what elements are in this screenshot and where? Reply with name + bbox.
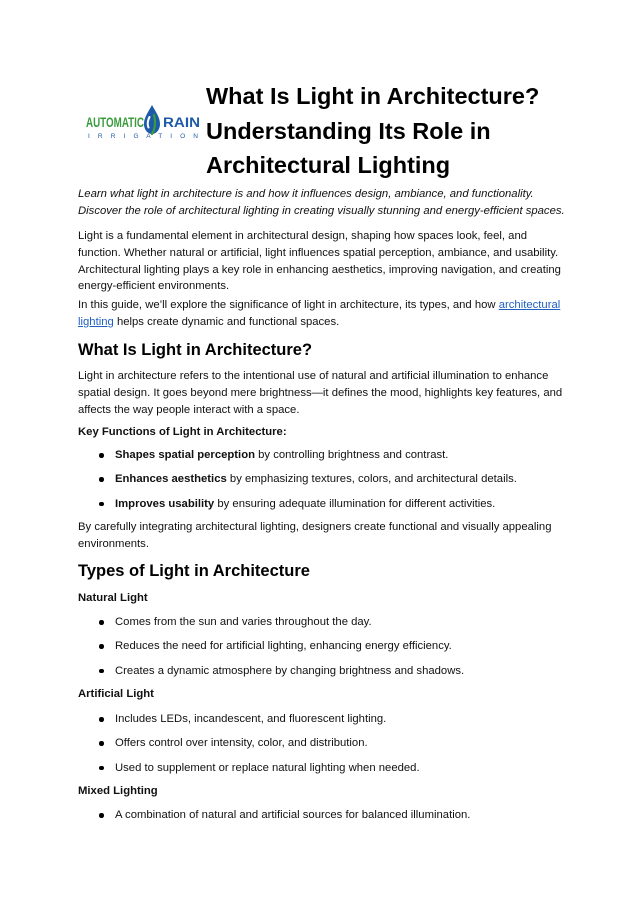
- paragraph-2-text-after: helps create dynamic and functional spaces.: [113, 315, 340, 328]
- logo-word-rain: RAIN: [163, 115, 200, 130]
- title-line-3: Architectural Lighting: [206, 152, 451, 178]
- paragraph-1: Light is a fundamental element in architectural design, shaping how spaces look, feel, and function. Whether natural or artificial, light influences spatial perception, ambiance, and usability. Architectural lighting plays a key role in enhancing aesthetics, improving navigation, and creating energy-efficient environments.: [78, 230, 561, 293]
- mixed-lighting-block: [78, 783, 568, 799]
- page-title: [206, 79, 606, 183]
- artificial-light-block: [78, 686, 568, 702]
- list-item: Reduces the need for artificial lighting, enhancing energy efficiency.: [78, 638, 568, 662]
- title-line-1: What Is Light in Architecture?: [206, 83, 540, 109]
- artificial-light-subheading: Artificial Light: [78, 688, 154, 700]
- key-functions-list-block: [78, 447, 568, 520]
- mixed-lighting-subheading: Mixed Lighting: [78, 785, 158, 797]
- list-item: Offers control over intensity, color, and distribution.: [78, 735, 568, 759]
- artificial-light-list-block: [78, 711, 568, 784]
- list-item-bold: Shapes spatial perception: [115, 449, 255, 461]
- key-functions-subheading: Key Functions of Light in Architecture:: [78, 426, 287, 438]
- logo-graphic: [86, 103, 202, 141]
- list-item-text: by ensuring adequate illumination for different activities.: [214, 497, 496, 510]
- list-item: Includes LEDs, incandescent, and fluorescent lighting.: [78, 711, 568, 735]
- title-line-2: Understanding Its Role in: [206, 117, 491, 144]
- key-functions-list: [78, 447, 568, 520]
- list-item: Creates a dynamic atmosphere by changing brightness and shadows.: [78, 663, 568, 687]
- section-heading-types-of-light: Types of Light in Architecture: [78, 562, 310, 580]
- section-heading-what-is-light: What Is Light in Architecture?: [78, 341, 313, 359]
- section-2-heading-block: [78, 561, 568, 581]
- section-1-closing-paragraph: By carefully integrating architectural lighting, designers create functional and visually appealing environments.: [78, 521, 552, 550]
- paragraph-1-block: [78, 228, 568, 295]
- section-1-paragraph-block: [78, 368, 568, 418]
- list-item-text: by emphasizing textures, colors, and architectural details.: [226, 473, 517, 486]
- list-item: Comes from the sun and varies throughout the day.: [78, 614, 568, 638]
- paragraph-2-text-before: In this guide, we’ll explore the significance of light in architecture, its types, and how: [78, 299, 499, 311]
- automatic-rain-logo: [86, 103, 202, 141]
- natural-light-block: [78, 590, 568, 606]
- list-item: [78, 496, 568, 520]
- list-item: A combination of natural and artificial sources for balanced illumination.: [78, 807, 568, 831]
- list-item-bold: Improves usability: [115, 497, 215, 510]
- mixed-lighting-list-block: [78, 807, 568, 831]
- list-item-text: by controlling brightness and contrast.: [255, 449, 449, 461]
- key-functions-block: [78, 424, 568, 440]
- architectural-lighting-link[interactable]: architectural lighting: [78, 299, 561, 328]
- paragraph-2-block: [78, 297, 568, 331]
- list-item-bold: Enhances aesthetics: [115, 473, 227, 486]
- intro-block: [78, 186, 568, 220]
- natural-light-list: [78, 614, 568, 687]
- section-1-paragraph: Light in architecture refers to the intentional use of natural and artificial illumination to enhance spatial design. It goes beyond mere brightness—it defines the mood, highlights key features, and affects the way people interact with a space.: [78, 370, 563, 416]
- natural-light-subheading: Natural Light: [78, 592, 148, 604]
- mixed-lighting-list: [78, 807, 568, 831]
- list-item: [78, 471, 568, 495]
- logo-tagline: I R R I G A T I O N: [88, 133, 198, 140]
- intro-paragraph: Learn what light in architecture is and how it influences design, ambiance, and functionality. Discover the role of architectural lighting in creating visually stunning and energy-efficient spaces.: [78, 188, 565, 217]
- artificial-light-list: [78, 711, 568, 784]
- paragraph-2: [78, 297, 568, 331]
- water-drop-icon: [144, 105, 160, 134]
- logo-word-automatic: AUTOMATIC: [86, 115, 145, 130]
- natural-light-list-block: [78, 614, 568, 687]
- section-1-closing-block: [78, 519, 568, 553]
- list-item: [78, 447, 568, 471]
- section-1-heading-block: [78, 340, 568, 360]
- list-item: Used to supplement or replace natural lighting when needed.: [78, 760, 568, 784]
